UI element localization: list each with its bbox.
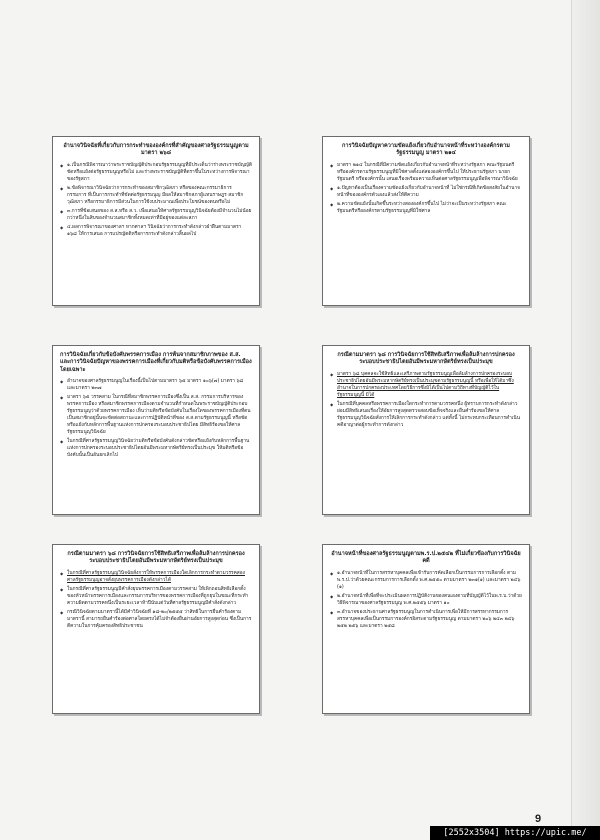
slide-bullet: ◆ ๔.ผลการพิจารณาของศาลฯ หากศาลฯ วินิจฉัยว่าการกระทำดังกล่าวฝ่าฝืนตามมาตรา ๑๖๘ ให้การเสนอ การแปรญัตติหรือการกระทำดังกล่าวสิ้นผลไป — [60, 224, 252, 238]
slide-bullet: ◆ ๒.อำนาจหน้าที่เพื่อที่จะประเมินผลการปฏิบัติงานของตนเองตามที่บัญญัติไว้ในพ.ร.บ.ว่าด้วยวิธีพิจารณาของศาลรัฐธรรมนูญ พ.ศ.๒๕๕๖ มาตรา ๑๐ — [330, 593, 522, 607]
scanned-page-edge — [571, 0, 600, 840]
slide-bullet-list — [60, 378, 252, 459]
slide-bullet-list — [330, 371, 522, 429]
slide-bullet: ◆ ๑.ปัญหาต้องเป็นเรื่องความขัดแย้งเกี่ยวกับอำนาจหน้าที่ ไม่ใช่กรณีที่เกิดข้อสงสัยในอำนาจหน้าที่ขององค์กรตัวเองแล้วส่งให้ตีความ — [330, 185, 522, 199]
slide-bullet: ◆ ๒.ความขัดแย้งนั้นเกิดขึ้นระหว่างสององค์กรขึ้นไป ไม่ว่าจะเป็นระหว่างรัฐสภา คณะรัฐมนตรีหรือองค์กรตามรัฐธรรมนูญที่มิใช่ศาล — [330, 201, 522, 215]
slide-title: อำนาจวินิจฉัยที่เกี่ยวกับการกระทำขององค์กรที่สำคัญของศาลรัฐธรรมนูญตามมาตรา ๒๖๘ — [63, 143, 249, 157]
slide-bullet: ◆ มาตรา ๒๑๔ ในกรณีที่มีความขัดแย้งเกี่ยวกับอำนาจหน้าที่ระหว่างรัฐสภา คณะรัฐมนตรี หรือองค์กรตามรัฐธรรมนูญที่มิใช่ศาลตั้งแต่สององค์กรขึ้นไป ให้ประธานรัฐสภา นายกรัฐมนตรี หรือองค์กรนั้น เสนอเรื่องพร้อมความเห็นต่อศาลรัฐธรรมนูญเพื่อพิจารณาวินิจฉัย — [330, 162, 522, 183]
slide-bullet: ◆ ๑.อำนาจหน้าที่ในการสรรหาบุคคลเพื่อเข้ารับการคัดเลือกเป็นกรรมการการเลือกตั้ง ตาม พ.ร.ป.ว่าด้วยคณะกรรมการการเลือกตั้ง พ.ศ.๒๕๕๐ ตามมาตรา ๒๓๑(๑) และมาตรา ๒๔๖ (๑) — [330, 570, 522, 591]
slide-bullet-list — [60, 570, 252, 630]
slide-bullet-list — [60, 162, 252, 238]
slide-6 — [322, 544, 530, 714]
slide-3 — [52, 345, 260, 515]
slide-bullet: ◆ ในกรณีที่ศาลรัฐธรรมนูญวินิจฉัยว่ามติหรือข้อบังคับดังกล่าวขัดหรือแย้งกับหลักการพื้นฐานแห่งการปกครองระบอบประชาธิปไตยอันมีพระมหากษัตริย์ทรงเป็นประมุข ให้มติหรือข้อบังคับนั้นเป็นอันยกเลิกไป — [60, 438, 252, 459]
slide-bullet-list — [330, 570, 522, 630]
slide-bullet: ◆ ในกรณีที่บุคคลหรือพรรคการเมืองใดกระทำการตามวรรคหนึ่ง ผู้ทราบการกระทำดังกล่าวย่อมมีสิทธิเสนอเรื่องให้อัยการสูงสุดตรวจสอบข้อเท็จจริงและยื่นคำร้องขอให้ศาลรัฐธรรมนูญวินิจฉัยสั่งการให้เลิกการกระทำดังกล่าว แต่ทั้งนี้ ไม่กระทบกระเทือนการดำเนินคดีอาญาต่อผู้กระทำการดังกล่าว — [330, 401, 522, 429]
slide-bullet: ◆ ในกรณีที่ศาลรัฐธรรมนูญวินิจฉัยสั่งการให้พรรคการเมืองใดเลิกการกระทำตามวรรคสองศาลรัฐธรรมนูญอาจสั่งยุบพรรคการเมืองดังกล่าวได้ — [60, 570, 252, 584]
slide-title: กรณีตามมาตรา ๖๘ การวินิจฉัยการใช้สิทธิเสรีภาพเพื่อล้มล้างการปกครองระบอบประชาธิปไตยอันมีพระมหากษัตริย์ทรงเป็นประมุข — [67, 551, 245, 565]
slide-title: กรณีตามมาตรา ๖๘ การวินิจฉัยการใช้สิทธิเสรีภาพเพื่อล้มล้างการปกครองระบอบประชาธิปไตยอันมีพระมหากษัตริย์ทรงเป็นประมุข — [337, 352, 515, 366]
slide-bullet: ◆ กรณีวินิจฉัยตามมาตรานี้ได้มีคำวินิจฉัยที่ ๑๘-๒๐/๒๕๕๕ ว่าสิทธิในการยื่นคำร้องตามมาตรานี้ สามารถยื่นคำร้องต่อศาลโดยตรงได้ไม่จำต้องยื่นผ่านอัยการสูงสุดก่อน ซึ่งเป็นการตีความในการคุ้มครองสิทธิประชาชน — [60, 609, 252, 630]
slide-bullet: ◆ อำนาจของศาลรัฐธรรมนูญในเรื่องนี้เป็นไปตามมาตรา ๖๕ มาตรา ๑๐๖(๗) มาตรา ๖๘ และมาตรา ๒๓๗ — [60, 378, 252, 392]
slide-bullet: ◆ ๒.ข้อพิจารณาวินิจฉัยว่าการกระทำของสมาชิกวุฒิสภา หรือของคณะกรรมาธิการ กรรมการ ที่เป็นการกระทำที่ขัดต่อรัฐธรรมนูญ มีผลให้สมาชิกสภาผู้แทนราษฎร สมาชิกวุฒิสภา หรือกรรมาธิการมีส่วนในการใช้งบประมาณเพื่อประโยชน์ของตนหรือไม่ — [60, 185, 252, 206]
slide-title: การวินิจฉัยปัญหาความขัดแย้งเกี่ยวกับอำนาจหน้าที่ระหว่างองค์กรตามรัฐธรรมนูญ มาตรา ๒๑๔ — [342, 143, 510, 157]
slide-title: การวินิจฉัยเกี่ยวกับข้อบังคับพรรคการเมือง การพ้นจากสมาชิกภาพของ ส.ส. และการวินิจฉัยปัญหาของพรรคการเมืองที่เกี่ยวกับมติหรือข้อบังคับพรรคการเมืองโดยเฉพาะ — [60, 352, 252, 373]
slide-bullet: ◆ มาตรา ๖๘ บุคคลจะใช้สิทธิและเสรีภาพตามรัฐธรรมนูญเพื่อล้มล้างการปกครองระบอบประชาธิปไตยอันมีพระมหากษัตริย์ทรงเป็นประมุขตามรัฐธรรมนูญนี้ หรือเพื่อให้ได้มาซึ่งอำนาจในการปกครองประเทศโดยวิธีการซึ่งมิได้เป็นไปตามวิถีทางที่บัญญัติไว้ในรัฐธรรมนูญนี้ มิได้ — [330, 371, 522, 399]
scan-source-tag: [2552x3504] https://upic.me/ — [430, 826, 600, 840]
slide-bullet: ◆ ๓.อำนาจของประธานศาลรัฐธรรมนูญในการดำเนินการเพื่อให้มีการสรรหากรรมการสรรหาบุคคลเพื่อเป็นกรรมการองค์กรอิสระตามรัฐธรรมนูญ ตามมาตรา ๒๐๖ ๒๔๓ ๒๔๖ ๒๕๒ ๒๕๖ และมาตรา ๒๕๘ — [330, 609, 522, 630]
slide-bullet: ◆ ๑.เป็นกรณีพิจารณาว่าพระราชบัญญัติประกอบรัฐธรรมนูญที่มีประเด็นว่าร่างพระราชบัญญัติขัดหรือแย้งต่อรัฐธรรมนูญหรือไม่ และร่างพระราชบัญญัติที่ตราขึ้นในระหว่างการพิจารณาของรัฐสภา — [60, 162, 252, 183]
page-number: 9 — [535, 813, 542, 825]
slide-bullet: ◆ ในกรณีที่ศาลรัฐธรรมนูญมีคำสั่งยุบพรรคการเมืองตามวรรคสาม ให้เพิกถอนสิทธิเลือกตั้งของหัวหน้าพรรคการเมืองและกรรมการบริหารของพรรคการเมืองที่ถูกยุบในขณะที่กระทำความผิดตามวรรคหนึ่งเป็นระยะเวลาห้าปีนับแต่วันที่ศาลรัฐธรรมนูญมีคำสั่งดังกล่าว — [60, 586, 252, 607]
slide-2 — [322, 136, 530, 306]
slide-title: อำนาจหน้าที่ของศาลรัฐธรรมนูญตามพ.ร.ป.๒๕๔๒ ที่ไม่เกี่ยวข้องกับการวินิจฉัยคดี — [331, 551, 521, 565]
slide-bullet: ◆ มาตรา ๖๕ วรรคสาม ในกรณีที่สมาชิกพรรคการเมืองซึ่งเป็น ส.ส. กรรมการบริหารของพรรคการเมือง หรือสมาชิกพรรคการเมืองตามจำนวนที่กำหนดในพระราชบัญญัติประกอบรัฐธรรมนูญว่าด้วยพรรคการเมือง เห็นว่ามติหรือข้อบังคับในเรื่องใดของพรรคการเมืองที่ตนเป็นสมาชิกอยู่นั้นจะขัดต่อสถานะและการปฏิบัติหน้าที่ของ ส.ส.ตามรัฐธรรมนูญนี้ หรือขัดหรือแย้งกับหลักการพื้นฐานแห่งการปกครองระบอบประชาธิปไตย มีสิทธิร้องขอให้ศาลรัฐธรรมนูญวินิจฉัย — [60, 394, 252, 436]
slide-bullet: ◆ ๓.การที่ข้อเสนอของ ส.ส.หรือ ส.ว. เพื่อเสนอให้ศาลรัฐธรรมนูญวินิจฉัยต้องมีจำนวนไม่น้อยกว่าหนึ่งในสิบของจำนวนสมาชิกทั้งหมดเท่าที่มีอยู่ของแต่ละสภา — [60, 208, 252, 222]
slide-4 — [322, 345, 530, 515]
slide-bullet-list — [330, 162, 522, 215]
slide-1 — [52, 136, 260, 306]
slide-5 — [52, 544, 260, 714]
